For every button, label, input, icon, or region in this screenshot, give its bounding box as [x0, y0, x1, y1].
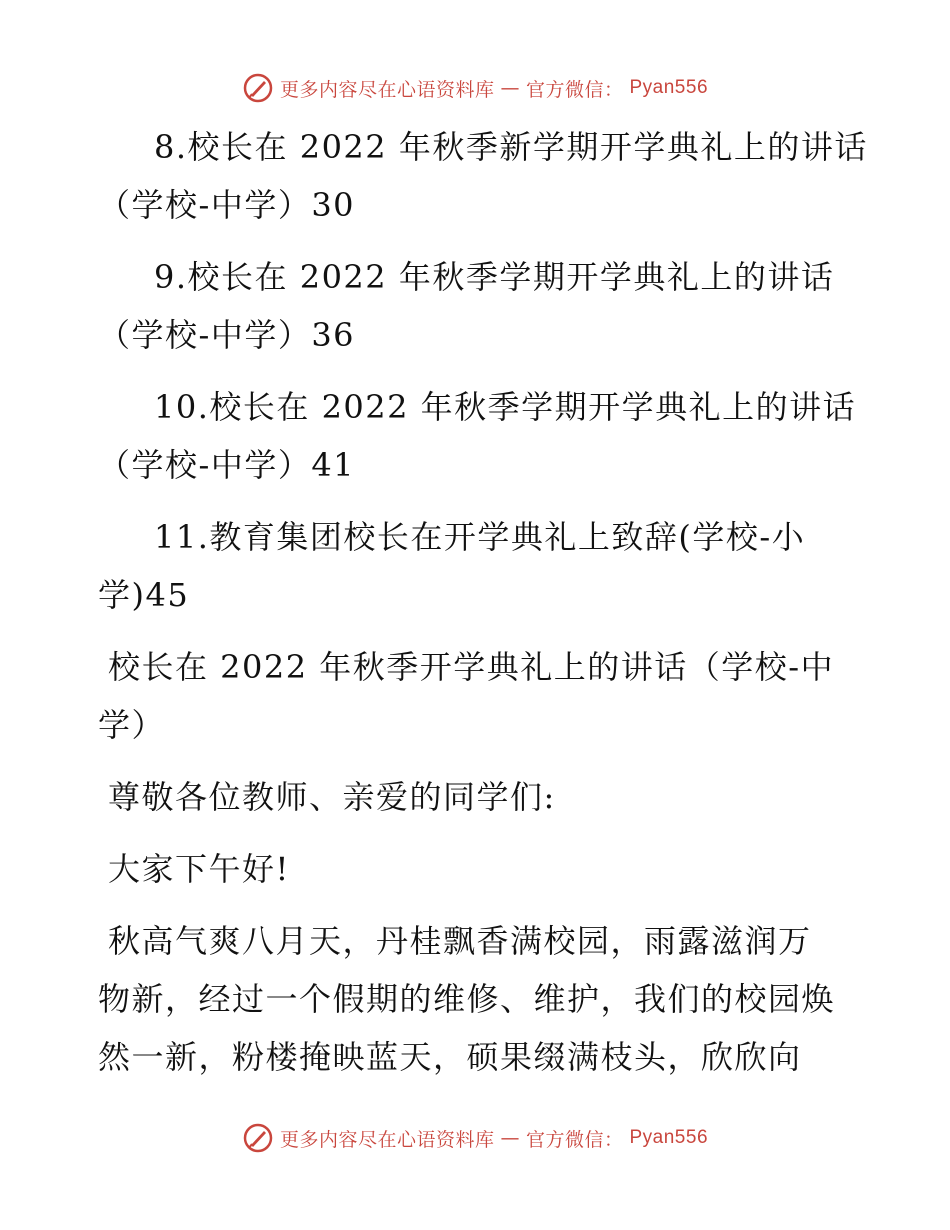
quill-logo-icon: [242, 72, 274, 104]
toc-entry-11: [98, 508, 878, 624]
watermark-wechat-id: Pyan556: [629, 1127, 709, 1148]
toc-entry-line: （学校-中学）41: [98, 446, 356, 484]
article-title: [98, 638, 878, 754]
article-title-line: 校长在 2022 年秋季开学典礼上的讲话（学校-中: [108, 648, 835, 686]
paragraph-line: 然一新，粉楼掩映蓝天，硕果缀满枝头，欣欣向: [98, 1038, 802, 1076]
salutation: 尊敬各位教师、亲爱的同学们:: [108, 778, 556, 816]
watermark-text: 更多内容尽在心语资料库: [279, 78, 495, 101]
header-watermark: [0, 72, 950, 104]
toc-entry-line: 10.校长在 2022 年秋季学期开学典礼上的讲话: [154, 388, 857, 426]
toc-entry-9: [98, 248, 878, 364]
watermark-separator: —: [500, 77, 520, 99]
toc-entry-line: 8.校长在 2022 年秋季新学期开学典礼上的讲话: [154, 128, 868, 166]
greeting: 大家下午好!: [108, 850, 290, 888]
watermark-text: 更多内容尽在心语资料库: [279, 1128, 495, 1151]
toc-entry-line: 11.教育集团校长在开学典礼上致辞(学校-小: [154, 518, 806, 556]
quill-logo-icon: [242, 1122, 274, 1154]
toc-entry-line: （学校-中学）36: [98, 316, 356, 354]
paragraph: [98, 912, 878, 1086]
paragraph-line: 秋高气爽八月天，丹桂飘香满校园，雨露滋润万: [108, 922, 812, 960]
paragraph-line: 物新，经过一个假期的维修、维护，我们的校园焕: [98, 980, 836, 1018]
toc-entry-line: （学校-中学）30: [98, 186, 356, 224]
footer-watermark: [0, 1122, 950, 1154]
document-body: [98, 118, 878, 1086]
watermark-separator: —: [500, 1127, 520, 1149]
article-title-line: 学）: [98, 706, 166, 744]
toc-entry-10: [98, 378, 878, 494]
toc-entry-8: [98, 118, 878, 234]
toc-entry-line: 9.校长在 2022 年秋季学期开学典礼上的讲话: [154, 258, 835, 296]
toc-entry-line: 学)45: [98, 576, 190, 614]
watermark-wechat-label: 官方微信：: [525, 1128, 624, 1151]
watermark-wechat-label: 官方微信：: [525, 78, 624, 101]
watermark-wechat-id: Pyan556: [629, 77, 709, 98]
